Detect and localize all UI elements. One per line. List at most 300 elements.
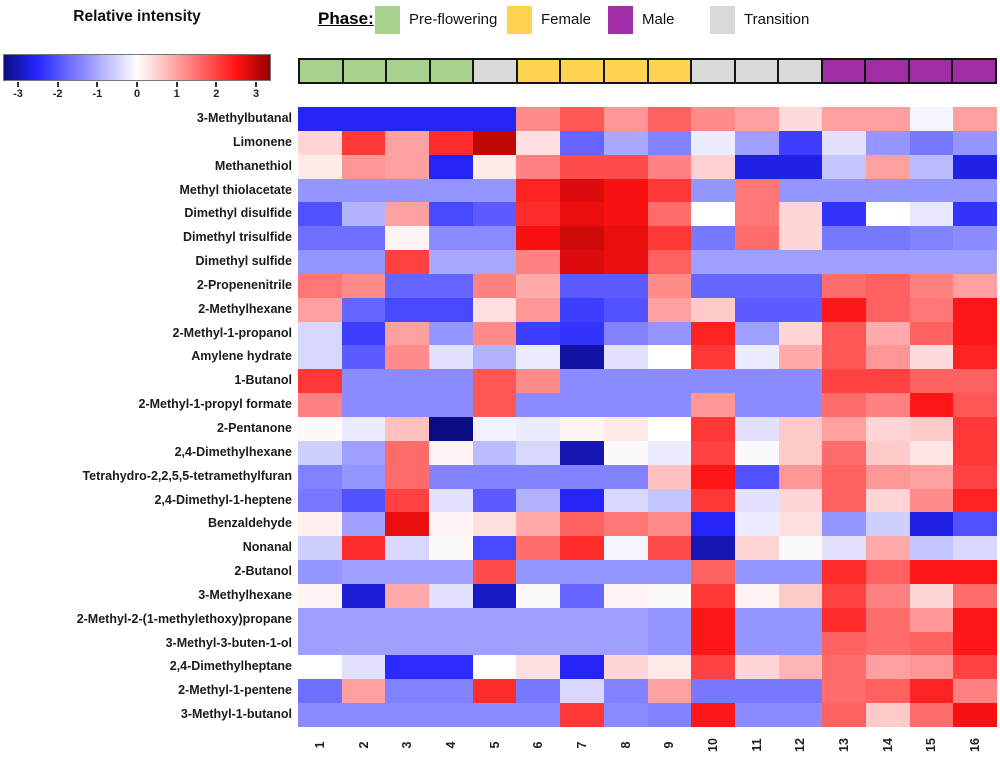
heatmap-cell [473,393,517,417]
heatmap-cell [473,107,517,131]
heatmap-cell [822,560,866,584]
phase-swatch-icon [375,6,400,34]
row-label: Dimethyl disulfide [184,206,292,221]
heatmap-cell [429,345,473,369]
heatmap-cell [648,679,692,703]
heatmap-cell [866,512,910,536]
heatmap-cell [866,632,910,656]
heatmap-cell [779,345,823,369]
phase-strip-cell [690,58,736,84]
row-label: 2-Pentanone [216,421,292,435]
row-label: 2-Methyl-1-propyl formate [138,397,292,412]
heatmap-cell [516,155,560,179]
heatmap-cell [342,202,386,226]
heatmap-cell [298,179,342,203]
heatmap-cell [779,584,823,608]
heatmap-cell [953,465,997,489]
heatmap-cell [385,632,429,656]
heatmap-cell [866,131,910,155]
heatmap-cell [429,131,473,155]
heatmap-cell [298,703,342,727]
heatmap-cell [516,441,560,465]
heatmap-cell [735,417,779,441]
phase-strip-cell [342,58,388,84]
heatmap-cell [516,608,560,632]
heatmap-cell [953,107,997,131]
heatmap-cell [429,703,473,727]
column-label: 10 [706,738,721,752]
heatmap-cell [604,250,648,274]
heatmap-cell [866,679,910,703]
heatmap-cell [953,608,997,632]
row-label: Tetrahydro-2,2,5,5-tetramethylfuran [82,468,292,483]
heatmap-cell [866,703,910,727]
phase-strip-cell [951,58,997,84]
heatmap-cell [516,703,560,727]
heatmap-cell [691,226,735,250]
heatmap-cell [473,632,517,656]
heatmap-cell [866,560,910,584]
heatmap-cell [516,584,560,608]
heatmap-cell [473,345,517,369]
heatmap-cell [342,322,386,346]
heatmap-cell [822,679,866,703]
heatmap-cell [385,179,429,203]
row-label: Dimethyl trisulfide [182,230,292,245]
heatmap-cell [822,322,866,346]
heatmap-cell [604,536,648,560]
heatmap-cell [691,417,735,441]
column-label: 9 [662,741,677,749]
colorbar-tick-label: 3 [252,88,260,100]
heatmap-cell [298,536,342,560]
heatmap-cell [473,703,517,727]
heatmap-cell [691,179,735,203]
heatmap-cell [429,441,473,465]
heatmap-cell [779,226,823,250]
heatmap-cell [604,608,648,632]
heatmap-cell [604,703,648,727]
heatmap-cell [953,202,997,226]
heatmap-cell [866,298,910,322]
heatmap-cell [604,155,648,179]
heatmap-cell [473,274,517,298]
heatmap-cell [298,345,342,369]
heatmap-cell [866,322,910,346]
heatmap-cell [779,107,823,131]
heatmap-cell [648,155,692,179]
column-label: 15 [924,738,939,752]
heatmap-cell [910,298,954,322]
heatmap-cell [648,202,692,226]
heatmap-cell [691,298,735,322]
heatmap-cell [648,393,692,417]
heatmap-cell [429,632,473,656]
colorbar-tick-mark [57,82,59,87]
heatmap-cell [429,226,473,250]
heatmap-cell [648,441,692,465]
heatmap-cell [822,512,866,536]
heatmap-cell [822,632,866,656]
heatmap-cell [298,202,342,226]
heatmap-cell [648,107,692,131]
heatmap-cell [298,298,342,322]
heatmap-cell [342,107,386,131]
heatmap-cell [385,226,429,250]
heatmap-cell [560,322,604,346]
row-label: 3-Methylbutanal [196,111,292,125]
heatmap-cell [866,417,910,441]
heatmap-cell [735,584,779,608]
phase-legend-title: Phase: [318,9,374,28]
heatmap-cell [648,560,692,584]
heatmap-cell [516,465,560,489]
heatmap-cell [342,560,386,584]
heatmap-cell [342,131,386,155]
heatmap-cell [910,536,954,560]
heatmap-cell [735,131,779,155]
row-label: 1-Butanol [234,373,292,388]
heatmap-cell [298,226,342,250]
heatmap-cell [473,417,517,441]
heatmap-cell [735,179,779,203]
colorbar-tick-mark [215,82,217,87]
heatmap-cell [910,226,954,250]
row-label: Limonene [232,134,292,149]
heatmap-cell [298,369,342,393]
heatmap-cell [953,250,997,274]
heatmap-cell [735,512,779,536]
colorbar-tick-label: -3 [13,88,23,100]
heatmap-cell [385,584,429,608]
heatmap-cell [516,226,560,250]
heatmap-cell [779,155,823,179]
heatmap-cell [473,298,517,322]
heatmap-cell [822,226,866,250]
heatmap-cell [342,345,386,369]
phase-legend-item [507,5,591,35]
heatmap-cell [648,489,692,513]
heatmap-cell [516,679,560,703]
heatmap-cell [866,179,910,203]
phase-strip-cell [429,58,475,84]
heatmap-cell [691,250,735,274]
heatmap-cell [648,179,692,203]
row-label: Amylene hydrate [191,349,292,364]
heatmap-cell [516,298,560,322]
heatmap-cell [342,608,386,632]
column-label: 11 [749,738,764,752]
heatmap-cell [822,155,866,179]
heatmap-cell [735,393,779,417]
heatmap-cell [298,393,342,417]
heatmap-cell [691,679,735,703]
heatmap-cell [385,369,429,393]
heatmap-cell [342,226,386,250]
phase-item-label: Female [541,11,592,28]
heatmap-cell [910,202,954,226]
heatmap-cell [560,632,604,656]
heatmap-cell [822,465,866,489]
heatmap-cell [429,393,473,417]
heatmap-cell [604,512,648,536]
heatmap-cell [953,226,997,250]
heatmap-cell [429,274,473,298]
heatmap-cell [779,179,823,203]
heatmap-cell [560,345,604,369]
row-label: Methanethiol [214,158,292,173]
heatmap-cell [822,298,866,322]
column-label: 6 [531,741,546,749]
row-label: 2-Methyl-1-propanol [172,325,292,340]
heatmap-cell [298,155,342,179]
heatmap-cell [735,703,779,727]
heatmap-cell [866,202,910,226]
heatmap-cell [910,560,954,584]
heatmap-cell [691,345,735,369]
column-label: 4 [443,741,458,749]
heatmap-cell [648,369,692,393]
heatmap-cell [560,298,604,322]
colorbar-gradient [3,54,271,81]
row-label: 2-Methylhexane [198,301,292,316]
heatmap-cell [560,703,604,727]
colorbar-tick-label: 0 [133,88,141,100]
heatmap-cell [910,131,954,155]
row-label: Dimethyl sulfide [195,254,292,269]
colorbar-axis [3,82,271,104]
heatmap-cell [385,417,429,441]
heatmap-cell [910,441,954,465]
heatmap-cell [385,441,429,465]
heatmap-cell [779,703,823,727]
heatmap-cell [298,489,342,513]
heatmap-cell [342,536,386,560]
heatmap-cell [822,584,866,608]
heatmap-cell [866,608,910,632]
heatmap-cell [779,536,823,560]
heatmap-cell [473,655,517,679]
heatmap-cell [342,584,386,608]
heatmap-cell [342,179,386,203]
heatmap-cell [298,441,342,465]
heatmap-cell [866,655,910,679]
heatmap-cell [604,322,648,346]
heatmap-cell [604,584,648,608]
heatmap-cell [691,202,735,226]
heatmap-cell [691,703,735,727]
heatmap-cell [910,584,954,608]
heatmap-cell [385,393,429,417]
heatmap-cell [779,322,823,346]
heatmap-cell [342,298,386,322]
heatmap-cell [735,107,779,131]
heatmap-cell [648,298,692,322]
heatmap-cell [429,489,473,513]
heatmap-cell [691,107,735,131]
heatmap-cell [735,345,779,369]
heatmap-cell [342,632,386,656]
heatmap-cell [735,465,779,489]
heatmap-cell [735,560,779,584]
heatmap-cell [604,107,648,131]
heatmap-cell [473,322,517,346]
heatmap-cell [779,632,823,656]
heatmap-cell [560,250,604,274]
heatmap-cell [342,465,386,489]
phase-item-label: Pre-flowering [409,11,498,28]
heatmap-cell [385,155,429,179]
heatmap-cell [560,679,604,703]
heatmap-cell [429,560,473,584]
heatmap-cell [648,131,692,155]
heatmap-cell [604,441,648,465]
heatmap-cell [822,703,866,727]
heatmap-cell [429,417,473,441]
heatmap-cell [735,298,779,322]
row-label: 2-Methyl-2-(1-methylethoxy)propane [76,611,292,626]
heatmap-cell [910,703,954,727]
heatmap-cell [822,131,866,155]
heatmap-cell [691,441,735,465]
column-label: 14 [880,738,895,752]
heatmap-cell [429,250,473,274]
heatmap-cell [779,202,823,226]
row-label: 2-Propenenitrile [196,277,292,292]
heatmap-cell [910,179,954,203]
heatmap-cell [779,560,823,584]
heatmap-cell [516,250,560,274]
heatmap-cell [560,131,604,155]
heatmap-cell [298,131,342,155]
heatmap-cell [473,536,517,560]
heatmap-cell [560,536,604,560]
heatmap-cell [560,489,604,513]
heatmap-cell [385,703,429,727]
heatmap-cell [779,608,823,632]
phase-swatch-icon [507,6,532,34]
heatmap-cell [822,608,866,632]
heatmap-cell [953,131,997,155]
heatmap-cell [516,107,560,131]
heatmap-cell [866,155,910,179]
heatmap-cell [342,655,386,679]
heatmap-cell [953,560,997,584]
heatmap-cell [779,441,823,465]
heatmap-cell [560,655,604,679]
heatmap-cell [910,608,954,632]
heatmap-cell [779,298,823,322]
phase-strip-cell [559,58,605,84]
heatmap-cell [910,345,954,369]
heatmap-cell [648,226,692,250]
colorbar-title: Relative intensity [73,8,201,25]
column-label: 12 [793,738,808,752]
row-label: 2,4-Dimethylheptane [169,659,292,674]
heatmap-cell [953,274,997,298]
heatmap-cell [648,250,692,274]
column-label: 2 [356,741,371,749]
heatmap-cell [822,107,866,131]
heatmap-cell [560,393,604,417]
heatmap-cell [342,369,386,393]
heatmap-cell [385,107,429,131]
heatmap-cell [779,393,823,417]
heatmap-cell [429,655,473,679]
heatmap-cell [473,584,517,608]
heatmap-cell [298,608,342,632]
heatmap-cell [385,512,429,536]
heatmap-cell [953,703,997,727]
phase-legend-item [608,5,675,35]
colorbar-tick-mark [136,82,138,87]
heatmap-cell [779,512,823,536]
heatmap-cell [953,536,997,560]
phase-legend-item [375,5,497,35]
heatmap-cell [822,369,866,393]
heatmap-cell [866,345,910,369]
heatmap-cell [953,417,997,441]
heatmap-cell [516,489,560,513]
heatmap-cell [691,393,735,417]
row-label: 3-Methyl-3-buten-1-ol [165,635,292,650]
heatmap-cell [822,202,866,226]
heatmap-cell [648,417,692,441]
heatmap-cell [866,393,910,417]
heatmap-cell [735,250,779,274]
heatmap-cell [429,179,473,203]
colorbar-tick-label: -2 [52,88,63,100]
heatmap-cell [429,107,473,131]
heatmap-cell [822,274,866,298]
heatmap-cell [473,608,517,632]
heatmap-cell [648,322,692,346]
heatmap-cell [822,417,866,441]
heatmap-cell [735,632,779,656]
heatmap-cell [385,655,429,679]
heatmap-cell [735,489,779,513]
heatmap-cell [298,322,342,346]
heatmap-cell [385,131,429,155]
heatmap-cell [910,512,954,536]
phase-strip-cell [385,58,431,84]
heatmap-cell [691,632,735,656]
heatmap-cell [648,608,692,632]
heatmap-cell [604,179,648,203]
column-label: 1 [312,741,327,749]
phase-strip-cell [298,58,344,84]
heatmap-cell [516,345,560,369]
row-label: 2-Methyl-1-pentene [178,683,292,698]
heatmap-cell [473,202,517,226]
heatmap-cell [516,560,560,584]
heatmap-cell [910,679,954,703]
heatmap-cell [385,274,429,298]
heatmap-cell [648,632,692,656]
heatmap-cell [779,465,823,489]
phase-strip-cell [864,58,910,84]
heatmap-cell [779,489,823,513]
heatmap-cell [910,655,954,679]
heatmap-cell [953,345,997,369]
heatmap-cell [560,226,604,250]
heatmap-cell [342,512,386,536]
heatmap-cell [735,679,779,703]
heatmap-cell [516,322,560,346]
heatmap-cell [516,655,560,679]
heatmap-cell [473,179,517,203]
heatmap-cell [691,369,735,393]
